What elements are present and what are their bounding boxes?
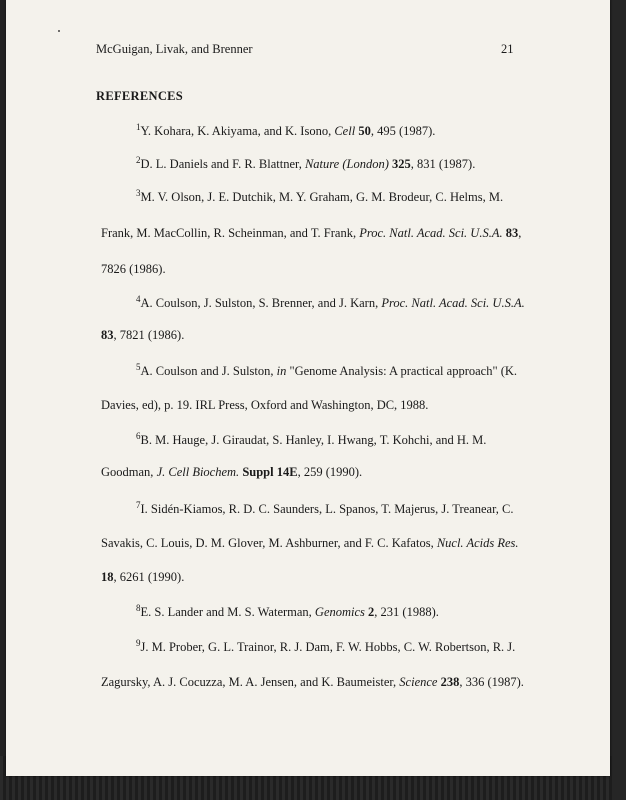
reference-7-line-3: 18, 6261 (1990). — [101, 570, 185, 584]
volume: 238 — [440, 675, 460, 689]
running-header-authors: McGuigan, Livak, and Brenner — [96, 42, 253, 56]
journal-title: Nucl. Acids Res. — [436, 536, 519, 550]
volume: Suppl 14E — [242, 465, 298, 479]
volume: 83 — [505, 226, 519, 240]
reference-9-line-1: $^9$J. M. Prober, G. L. Trainor, R. J. Dam, F. W. Hobbs, C. W. Robertson, R. J. — [136, 638, 516, 654]
reference-3-line-3: 7826 (1986). — [101, 262, 166, 276]
reference-number: 1 — [136, 122, 141, 132]
reference-number: 7 — [136, 500, 141, 510]
reference-8: $^8$E. S. Lander and M. S. Waterman, Genomics 2, 231 (1988). — [136, 603, 439, 619]
reference-4-line-1: $^4$A. Coulson, J. Sulston, S. Brenner, and J. Karn, Proc. Natl. Acad. Sci. U.S.A. — [136, 294, 525, 310]
reference-number: 9 — [136, 638, 141, 648]
journal-title: Genomics — [314, 605, 365, 619]
page-number: 21 — [501, 42, 514, 56]
reference-6-line-1: $^6$B. M. Hauge, J. Giraudat, S. Hanley, I. Hwang, T. Kohchi, and H. M. — [136, 431, 487, 447]
volume: 50 — [358, 124, 371, 138]
journal-title: Proc. Natl. Acad. Sci. U.S.A. — [359, 226, 503, 240]
reference-5-line-1: $^5$A. Coulson and J. Sulston, in "Genome Analysis: A practical approach" (K. — [136, 362, 518, 378]
reference-number: 8 — [136, 603, 141, 613]
volume: 2 — [368, 605, 375, 619]
reference-number: 6 — [136, 431, 141, 441]
reference-5-line-2: Davies, ed), p. 19. IRL Press, Oxford and Washington, DC, 1988. — [101, 398, 429, 412]
volume: 18 — [101, 570, 114, 584]
reference-4-line-2: 83, 7821 (1986). — [101, 328, 185, 342]
journal-title: Proc. Natl. Acad. Sci. U.S.A. — [381, 296, 525, 310]
volume: 83 — [101, 328, 114, 342]
reference-number: 5 — [136, 362, 141, 372]
reference-2: $^2$D. L. Daniels and F. R. Blattner, Nature (London) 325, 831 (1987). — [136, 155, 476, 171]
section-title: REFERENCES — [96, 89, 184, 103]
reference-number: 4 — [136, 294, 141, 304]
reference-7-line-2: Savakis, C. Louis, D. M. Glover, M. Ashburner, and F. C. Kafatos, Nucl. Acids Res. — [101, 536, 519, 550]
volume: 325 — [392, 157, 411, 171]
reference-9-line-2: Zagursky, A. J. Cocuzza, M. A. Jensen, and K. Baumeister, Science 238, 336 (1987). — [101, 675, 524, 689]
reference-3-line-1: $^3$M. V. Olson, J. E. Dutchik, M. Y. Graham, G. M. Brodeur, C. Helms, M. — [136, 188, 504, 204]
journal-title: Nature (London) — [304, 157, 389, 171]
reference-number: 2 — [136, 155, 141, 165]
dust-speck — [58, 30, 60, 32]
reference-1: $^1$Y. Kohara, K. Akiyama, and K. Isono, Cell 50, 495 (1987). — [136, 122, 436, 138]
journal-title: Science — [399, 675, 438, 689]
journal-title: Cell — [334, 124, 356, 138]
scanner-edge — [612, 0, 626, 800]
journal-title: J. Cell Biochem. — [156, 465, 240, 479]
paper-sheet — [6, 0, 610, 776]
reference-3-line-2: Frank, M. MacCollin, R. Scheinman, and T. Frank, Proc. Natl. Acad. Sci. U.S.A. 83, — [101, 226, 522, 240]
reference-6-line-2: Goodman, J. Cell Biochem. Suppl 14E, 259 (1990). — [101, 465, 363, 479]
reference-number: 3 — [136, 188, 141, 198]
reference-7-line-1: $^7$I. Sidén-Kiamos, R. D. C. Saunders, L. Spanos, T. Majerus, J. Treanear, C. — [136, 500, 514, 516]
